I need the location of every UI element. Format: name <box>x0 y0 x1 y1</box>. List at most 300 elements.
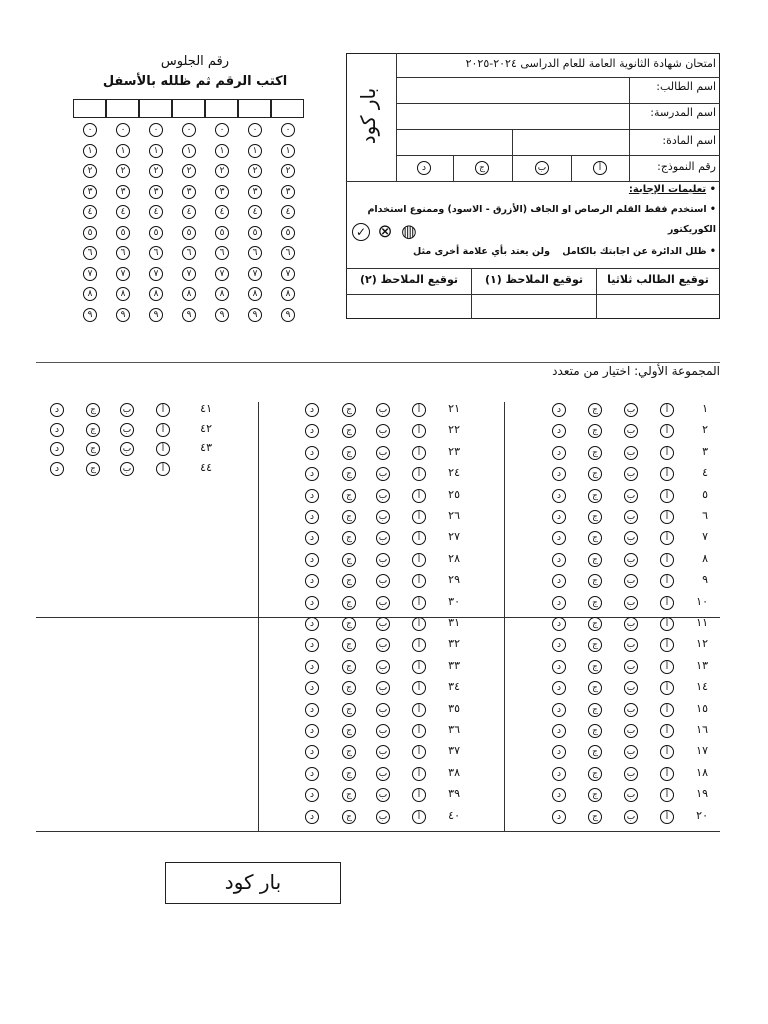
x-mark-icon: ⊗ <box>377 221 393 242</box>
answer-choice-bubble[interactable]: ج <box>588 767 602 781</box>
answer-choice-bubble[interactable]: أ <box>660 788 674 802</box>
answer-choice-bubble[interactable]: د <box>50 462 64 476</box>
question-number: ٢٤ <box>448 466 460 480</box>
answer-choice-bubble[interactable]: ج <box>86 442 100 456</box>
answer-choice-bubble[interactable]: د <box>50 423 64 437</box>
answer-choice-bubble[interactable]: ج <box>588 638 602 652</box>
seat-instruction: اكتب الرقم ثم ظلله بالأسفل <box>102 74 288 89</box>
answer-choice-bubble[interactable]: د <box>552 810 566 824</box>
answer-choice-bubble[interactable]: أ <box>412 424 426 438</box>
seat-digit-bubble[interactable]: ٣ <box>215 185 229 199</box>
question-number: ٤٣ <box>200 441 212 454</box>
answer-choice-bubble[interactable]: أ <box>412 553 426 567</box>
answer-choice-bubble[interactable]: ب <box>120 423 134 437</box>
answer-choice-bubble[interactable]: ب <box>624 788 638 802</box>
answer-choice-bubble[interactable]: أ <box>660 424 674 438</box>
answer-choice-bubble[interactable]: أ <box>660 767 674 781</box>
answer-choice-bubble[interactable]: ب <box>376 553 390 567</box>
seat-digit-bubble[interactable]: ٩ <box>83 308 97 322</box>
answer-choice-bubble[interactable]: ج <box>86 462 100 476</box>
answer-choice-bubble[interactable]: ب <box>376 403 390 417</box>
answer-choice-bubble[interactable]: د <box>305 403 319 417</box>
seat-digit-bubble[interactable]: ٤ <box>281 205 295 219</box>
seat-digit-bubble[interactable]: ٥ <box>83 226 97 240</box>
answer-choice-bubble[interactable]: ب <box>376 510 390 524</box>
seat-digit-bubble[interactable]: ٦ <box>248 246 262 260</box>
seat-digit-bubble[interactable]: ٨ <box>281 287 295 301</box>
seat-digit-bubble[interactable]: ٣ <box>83 185 97 199</box>
example-marks <box>352 223 432 243</box>
seat-digit-bubble[interactable]: ٧ <box>248 267 262 281</box>
seat-digit-bubble[interactable]: ٣ <box>116 185 130 199</box>
answer-choice-bubble[interactable]: د <box>305 596 319 610</box>
answer-choice-bubble[interactable]: د <box>50 403 64 417</box>
answer-choice-bubble[interactable]: ب <box>376 767 390 781</box>
answer-choice-bubble[interactable]: ب <box>624 703 638 717</box>
answer-choice-bubble[interactable]: ب <box>376 596 390 610</box>
answer-choice-bubble[interactable]: ب <box>624 424 638 438</box>
seat-digit-bubble[interactable]: ٢ <box>248 164 262 178</box>
answer-choice-bubble[interactable]: ج <box>342 446 356 460</box>
answer-choice-bubble[interactable]: أ <box>660 510 674 524</box>
seat-digit-box[interactable] <box>271 99 304 118</box>
answer-choice-bubble[interactable]: ج <box>342 596 356 610</box>
answer-choice-bubble[interactable]: ب <box>376 424 390 438</box>
answer-choice-bubble[interactable]: أ <box>412 810 426 824</box>
seat-digit-bubble[interactable]: ٨ <box>182 287 196 301</box>
subject-name-field[interactable] <box>513 130 628 154</box>
answer-choice-bubble[interactable]: أ <box>660 553 674 567</box>
answer-choice-bubble[interactable]: ج <box>588 510 602 524</box>
question-number: ٤٠ <box>448 808 460 822</box>
answer-choice-bubble[interactable]: ج <box>342 531 356 545</box>
answer-choice-bubble[interactable]: ب <box>376 617 390 631</box>
barcode-box <box>165 862 341 904</box>
seat-digit-bubble[interactable]: ٥ <box>149 226 163 240</box>
seat-digit-bubble[interactable]: ٠ <box>248 123 262 137</box>
answer-choice-bubble[interactable]: ب <box>624 553 638 567</box>
answer-choice-bubble[interactable]: ج <box>588 424 602 438</box>
student-name-field[interactable] <box>397 78 628 102</box>
seat-digit-box[interactable] <box>205 99 238 118</box>
check-mark-icon: ✓ <box>352 223 370 241</box>
answer-choice-bubble[interactable]: ج <box>342 660 356 674</box>
question-number: ٣٦ <box>448 723 460 736</box>
answer-choice-bubble[interactable]: ب <box>624 467 638 481</box>
seat-digit-bubble[interactable]: ٤ <box>182 205 196 219</box>
answer-choice-bubble[interactable]: د <box>305 810 319 824</box>
seat-digit-bubble[interactable]: ٤ <box>116 205 130 219</box>
answer-choice-bubble[interactable]: ج <box>342 467 356 481</box>
seat-digit-bubble[interactable]: ١ <box>149 144 163 158</box>
seat-digit-bubble[interactable]: ٦ <box>215 246 229 260</box>
seat-digit-box[interactable] <box>238 99 271 118</box>
seat-digit-bubble[interactable]: ٧ <box>215 267 229 281</box>
answer-choice-bubble[interactable]: ج <box>342 424 356 438</box>
seat-title: رقم الجلوس <box>160 54 230 69</box>
answer-choice-bubble[interactable]: أ <box>660 638 674 652</box>
question-number: ١٧ <box>696 744 708 758</box>
answer-choice-bubble[interactable]: أ <box>412 745 426 759</box>
seat-digit-bubble[interactable]: ٠ <box>182 123 196 137</box>
seat-digit-bubble[interactable]: ٩ <box>248 308 262 322</box>
seat-digit-bubble[interactable]: ١ <box>116 144 130 158</box>
answer-choice-bubble[interactable]: د <box>552 489 566 503</box>
answer-choice-bubble[interactable]: د <box>305 531 319 545</box>
answer-choice-bubble[interactable]: د <box>552 424 566 438</box>
seat-digit-bubble[interactable]: ٥ <box>116 226 130 240</box>
question-number: ٢٥ <box>448 487 460 501</box>
answer-choice-bubble[interactable]: أ <box>412 531 426 545</box>
answer-choice-bubble[interactable]: ب <box>624 574 638 588</box>
answer-choice-bubble[interactable]: ب <box>376 467 390 481</box>
answer-choice-bubble[interactable]: د <box>552 531 566 545</box>
answer-choice-bubble[interactable]: ج <box>342 489 356 503</box>
answer-choice-bubble[interactable]: ج <box>86 423 100 437</box>
seat-digit-bubble[interactable]: ٠ <box>215 123 229 137</box>
answer-choice-bubble[interactable]: ب <box>120 403 134 417</box>
seat-digit-bubble[interactable]: ٢ <box>116 164 130 178</box>
answer-choice-bubble[interactable]: د <box>552 745 566 759</box>
answer-choice-bubble[interactable]: د <box>305 510 319 524</box>
seat-digit-bubble[interactable]: ٢ <box>83 164 97 178</box>
answer-choice-bubble[interactable]: أ <box>412 660 426 674</box>
instruction-pen-cont: الكوريكتور <box>667 224 716 235</box>
answer-choice-bubble[interactable]: ب <box>120 442 134 456</box>
model-option-bubble[interactable]: د <box>417 161 431 175</box>
answer-choice-bubble[interactable]: د <box>552 638 566 652</box>
question-number: ٥ <box>702 487 708 501</box>
answer-choice-bubble[interactable]: ب <box>376 489 390 503</box>
answer-choice-bubble[interactable]: د <box>305 745 319 759</box>
answer-choice-bubble[interactable]: ج <box>342 553 356 567</box>
answer-choice-bubble[interactable]: ب <box>376 531 390 545</box>
question-number: ٣٠ <box>448 594 460 608</box>
answer-choice-bubble[interactable]: ج <box>588 574 602 588</box>
seat-digit-bubble[interactable]: ٨ <box>83 287 97 301</box>
question-number: ١٢ <box>696 637 708 651</box>
answer-choice-bubble[interactable]: ب <box>624 810 638 824</box>
answer-choice-bubble[interactable]: ج <box>588 467 602 481</box>
answer-choice-bubble[interactable]: ج <box>342 617 356 631</box>
signature-student-field[interactable] <box>597 295 719 318</box>
answer-choice-bubble[interactable]: أ <box>412 596 426 610</box>
question-number: ١٥ <box>696 701 708 715</box>
seat-digit-bubble[interactable]: ٢ <box>215 164 229 178</box>
answer-choice-bubble[interactable]: أ <box>660 467 674 481</box>
question-number: ٣٢ <box>448 637 460 651</box>
seat-digit-bubble[interactable]: ٤ <box>215 205 229 219</box>
answer-choice-bubble[interactable]: أ <box>156 442 170 456</box>
answer-choice-bubble[interactable]: أ <box>412 467 426 481</box>
answer-choice-bubble[interactable]: أ <box>660 724 674 738</box>
question-number: ٩ <box>702 573 708 587</box>
question-number: ٢٢ <box>448 423 460 437</box>
seat-digit-bubble[interactable]: ٤ <box>83 205 97 219</box>
answer-choice-bubble[interactable]: د <box>305 724 319 738</box>
answer-choice-bubble[interactable]: ج <box>588 617 602 631</box>
answer-choice-bubble[interactable]: ج <box>588 446 602 460</box>
answer-choice-bubble[interactable]: ب <box>624 617 638 631</box>
answer-choice-bubble[interactable]: ج <box>342 510 356 524</box>
answer-choice-bubble[interactable]: ج <box>342 638 356 652</box>
answer-choice-bubble[interactable]: د <box>305 446 319 460</box>
question-number: ٦ <box>702 509 708 522</box>
answer-choice-bubble[interactable]: ج <box>342 574 356 588</box>
answer-choice-bubble[interactable]: د <box>552 596 566 610</box>
seat-digit-bubble[interactable]: ٣ <box>281 185 295 199</box>
question-number: ٢٨ <box>448 551 460 565</box>
answer-choice-bubble[interactable]: ج <box>588 403 602 417</box>
answer-choice-bubble[interactable]: ج <box>588 553 602 567</box>
answer-choice-bubble[interactable]: د <box>305 553 319 567</box>
answer-choice-bubble[interactable]: ب <box>376 681 390 695</box>
answer-choice-bubble[interactable]: أ <box>412 489 426 503</box>
answer-choice-bubble[interactable]: د <box>305 767 319 781</box>
seat-digit-bubble[interactable]: ٤ <box>248 205 262 219</box>
answer-choice-bubble[interactable]: د <box>552 403 566 417</box>
seat-digit-bubble[interactable]: ٧ <box>116 267 130 281</box>
seat-digit-bubble[interactable]: ١ <box>83 144 97 158</box>
seat-digit-bubble[interactable]: ٦ <box>281 246 295 260</box>
answer-choice-bubble[interactable]: ب <box>624 403 638 417</box>
answer-choice-bubble[interactable]: أ <box>660 660 674 674</box>
signature-student-label: توقيع الطالب ثلاثيا <box>607 273 709 286</box>
seat-digit-bubble[interactable]: ٢ <box>182 164 196 178</box>
answer-choice-bubble[interactable]: ب <box>120 462 134 476</box>
answer-choice-bubble[interactable]: أ <box>412 446 426 460</box>
answer-choice-bubble[interactable]: د <box>305 703 319 717</box>
answer-choice-bubble[interactable]: د <box>552 681 566 695</box>
seat-digit-bubble[interactable]: ٩ <box>116 308 130 322</box>
seat-digit-bubble[interactable]: ٣ <box>149 185 163 199</box>
answer-choice-bubble[interactable]: أ <box>412 724 426 738</box>
seat-digit-bubble[interactable]: ٠ <box>281 123 295 137</box>
answer-choice-bubble[interactable]: أ <box>660 446 674 460</box>
question-number: ٣٣ <box>448 658 460 672</box>
answer-choice-bubble[interactable]: د <box>305 660 319 674</box>
answer-choice-bubble[interactable]: أ <box>412 574 426 588</box>
answer-choice-bubble[interactable]: ب <box>624 510 638 524</box>
answer-choice-bubble[interactable]: أ <box>660 489 674 503</box>
answer-choice-bubble[interactable]: ج <box>86 403 100 417</box>
answer-choice-bubble[interactable]: أ <box>412 681 426 695</box>
answer-choice-bubble[interactable]: ب <box>624 596 638 610</box>
seat-digit-bubble[interactable]: ٢ <box>149 164 163 178</box>
question-number: ٢٦ <box>448 509 460 522</box>
answer-choice-bubble[interactable]: ب <box>624 446 638 460</box>
answer-choice-bubble[interactable]: ب <box>376 810 390 824</box>
answer-choice-bubble[interactable]: ب <box>624 638 638 652</box>
question-number: ٤١ <box>200 402 212 415</box>
seat-digit-bubble[interactable]: ٦ <box>83 246 97 260</box>
seat-digit-bubble[interactable]: ٩ <box>149 308 163 322</box>
answer-choice-bubble[interactable]: د <box>552 467 566 481</box>
answer-choice-bubble[interactable]: ب <box>624 745 638 759</box>
answer-choice-bubble[interactable]: د <box>305 681 319 695</box>
partial-fill-icon: ◍ <box>401 221 417 242</box>
answer-choice-bubble[interactable]: أ <box>660 681 674 695</box>
answer-choice-bubble[interactable]: ج <box>342 681 356 695</box>
question-number: ١٨ <box>696 765 708 779</box>
answer-choice-bubble[interactable]: أ <box>660 703 674 717</box>
seat-digit-bubble[interactable]: ٧ <box>182 267 196 281</box>
answer-choice-bubble[interactable]: د <box>305 617 319 631</box>
seat-digit-bubble[interactable]: ٩ <box>182 308 196 322</box>
school-name-label: اسم المدرسة: <box>650 106 716 119</box>
answer-choice-bubble[interactable]: د <box>305 489 319 503</box>
answer-choice-bubble[interactable]: ب <box>624 724 638 738</box>
seat-digit-bubble[interactable]: ٥ <box>248 226 262 240</box>
answer-choice-bubble[interactable]: د <box>552 724 566 738</box>
signature-observer2-field[interactable] <box>347 295 470 318</box>
answer-choice-bubble[interactable]: ج <box>588 531 602 545</box>
seat-digit-bubble[interactable]: ٥ <box>281 226 295 240</box>
answer-choice-bubble[interactable]: ج <box>342 788 356 802</box>
answer-choice-bubble[interactable]: أ <box>156 403 170 417</box>
seat-digit-box[interactable] <box>73 99 106 118</box>
answer-choice-bubble[interactable]: أ <box>412 638 426 652</box>
answer-choice-bubble[interactable]: أ <box>412 788 426 802</box>
answer-choice-bubble[interactable]: أ <box>660 745 674 759</box>
answer-choice-bubble[interactable]: ج <box>588 810 602 824</box>
answer-choice-bubble[interactable]: ج <box>588 724 602 738</box>
seat-digit-box[interactable] <box>106 99 139 118</box>
answer-choice-bubble[interactable]: أ <box>156 462 170 476</box>
answer-choice-bubble[interactable]: د <box>305 638 319 652</box>
answer-choice-bubble[interactable]: أ <box>412 767 426 781</box>
seat-digit-bubble[interactable]: ٣ <box>182 185 196 199</box>
seat-digit-bubble[interactable]: ٨ <box>149 287 163 301</box>
answer-choice-bubble[interactable]: ب <box>624 767 638 781</box>
model-option-bubble[interactable]: أ <box>593 161 607 175</box>
seat-digit-bubble[interactable]: ٠ <box>116 123 130 137</box>
answer-choice-bubble[interactable]: أ <box>412 510 426 524</box>
seat-digit-bubble[interactable]: ٩ <box>215 308 229 322</box>
seat-digit-bubble[interactable]: ٩ <box>281 308 295 322</box>
model-option-bubble[interactable]: ب <box>535 161 549 175</box>
answer-choice-bubble[interactable]: أ <box>412 703 426 717</box>
signature-observer1-field[interactable] <box>472 295 595 318</box>
answer-choice-bubble[interactable]: د <box>552 660 566 674</box>
question-number: ٣ <box>702 444 708 458</box>
seat-digit-box[interactable] <box>172 99 205 118</box>
seat-digit-bubble[interactable]: ٠ <box>83 123 97 137</box>
answer-choice-bubble[interactable]: ب <box>624 681 638 695</box>
answer-choice-bubble[interactable]: أ <box>412 403 426 417</box>
answer-choice-bubble[interactable]: د <box>50 442 64 456</box>
answer-choice-bubble[interactable]: د <box>305 574 319 588</box>
answer-choice-bubble[interactable]: أ <box>660 531 674 545</box>
question-number: ٢١ <box>448 402 460 415</box>
seat-digit-bubble[interactable]: ٥ <box>182 226 196 240</box>
question-number: ١٠ <box>696 594 708 608</box>
answer-choice-bubble[interactable]: ب <box>376 638 390 652</box>
seat-digit-bubble[interactable]: ٦ <box>182 246 196 260</box>
answer-choice-bubble[interactable]: أ <box>660 403 674 417</box>
answer-choice-bubble[interactable]: أ <box>660 810 674 824</box>
answer-choice-bubble[interactable]: ب <box>376 446 390 460</box>
answer-choice-bubble[interactable]: ج <box>588 681 602 695</box>
question-number: ٢ <box>702 423 708 437</box>
answer-choice-bubble[interactable]: د <box>552 446 566 460</box>
question-number: ٣٧ <box>448 744 460 758</box>
question-number: ٧ <box>702 530 708 544</box>
answer-choice-bubble[interactable]: د <box>552 788 566 802</box>
answer-choice-bubble[interactable]: أ <box>660 617 674 631</box>
answer-choice-bubble[interactable]: د <box>552 553 566 567</box>
seat-digit-bubble[interactable]: ٦ <box>149 246 163 260</box>
seat-digit-bubble[interactable]: ٧ <box>149 267 163 281</box>
answer-choice-bubble[interactable]: ب <box>624 660 638 674</box>
answer-choice-bubble[interactable]: د <box>305 788 319 802</box>
answer-choice-bubble[interactable]: ج <box>342 745 356 759</box>
seat-digit-bubble[interactable]: ٣ <box>248 185 262 199</box>
seat-digit-bubble[interactable]: ٧ <box>83 267 97 281</box>
answer-choice-bubble[interactable]: ج <box>342 810 356 824</box>
answer-choice-bubble[interactable]: ب <box>624 531 638 545</box>
answer-choice-bubble[interactable]: ج <box>588 596 602 610</box>
model-option-bubble[interactable]: ج <box>475 161 489 175</box>
seat-digit-bubble[interactable]: ٠ <box>149 123 163 137</box>
answer-choice-bubble[interactable]: ب <box>376 660 390 674</box>
answer-choice-bubble[interactable]: د <box>305 467 319 481</box>
answer-choice-bubble[interactable]: ب <box>376 703 390 717</box>
answer-choice-bubble[interactable]: ج <box>342 767 356 781</box>
answer-choice-bubble[interactable]: ج <box>588 489 602 503</box>
school-name-field[interactable] <box>397 104 628 128</box>
answer-choice-bubble[interactable]: ب <box>376 574 390 588</box>
answer-choice-bubble[interactable]: د <box>305 424 319 438</box>
seat-digit-bubble[interactable]: ٢ <box>281 164 295 178</box>
question-number: ٣٥ <box>448 701 460 715</box>
answer-choice-bubble[interactable]: أ <box>412 617 426 631</box>
answer-choice-bubble[interactable]: د <box>552 510 566 524</box>
seat-digit-bubble[interactable]: ٦ <box>116 246 130 260</box>
answer-choice-bubble[interactable]: أ <box>660 596 674 610</box>
instruction-pen: • استخدم فقط القلم الرصاص او الجاف (الأزرق - الاسود) وممنوع استخدام <box>367 204 716 215</box>
seat-digit-bubble[interactable]: ٧ <box>281 267 295 281</box>
seat-digit-bubble[interactable]: ٨ <box>116 287 130 301</box>
answer-choice-bubble[interactable]: د <box>552 703 566 717</box>
answer-choice-bubble[interactable]: ج <box>342 703 356 717</box>
answer-choice-bubble[interactable]: أ <box>660 574 674 588</box>
answer-choice-bubble[interactable]: ج <box>588 703 602 717</box>
answer-choice-bubble[interactable]: أ <box>156 423 170 437</box>
answer-choice-bubble[interactable]: ج <box>588 788 602 802</box>
seat-digit-box[interactable] <box>139 99 172 118</box>
answer-choice-bubble[interactable]: ج <box>588 660 602 674</box>
answer-choice-bubble[interactable]: د <box>552 574 566 588</box>
seat-digit-bubble[interactable]: ٤ <box>149 205 163 219</box>
answer-choice-bubble[interactable]: د <box>552 767 566 781</box>
answer-choice-bubble[interactable]: ب <box>376 745 390 759</box>
answer-choice-bubble[interactable]: ج <box>342 724 356 738</box>
answer-choice-bubble[interactable]: ب <box>376 724 390 738</box>
seat-digit-bubble[interactable]: ١ <box>215 144 229 158</box>
answer-choice-bubble[interactable]: ب <box>624 489 638 503</box>
seat-digit-bubble[interactable]: ١ <box>248 144 262 158</box>
seat-digit-bubble[interactable]: ٨ <box>248 287 262 301</box>
seat-digit-bubble[interactable]: ٥ <box>215 226 229 240</box>
seat-digit-bubble[interactable]: ٨ <box>215 287 229 301</box>
answer-choice-bubble[interactable]: ج <box>588 745 602 759</box>
seat-digit-bubble[interactable]: ١ <box>182 144 196 158</box>
answer-choice-bubble[interactable]: د <box>552 617 566 631</box>
seat-digit-bubble[interactable]: ١ <box>281 144 295 158</box>
answer-choice-bubble[interactable]: ب <box>376 788 390 802</box>
answer-choice-bubble[interactable]: ج <box>342 403 356 417</box>
